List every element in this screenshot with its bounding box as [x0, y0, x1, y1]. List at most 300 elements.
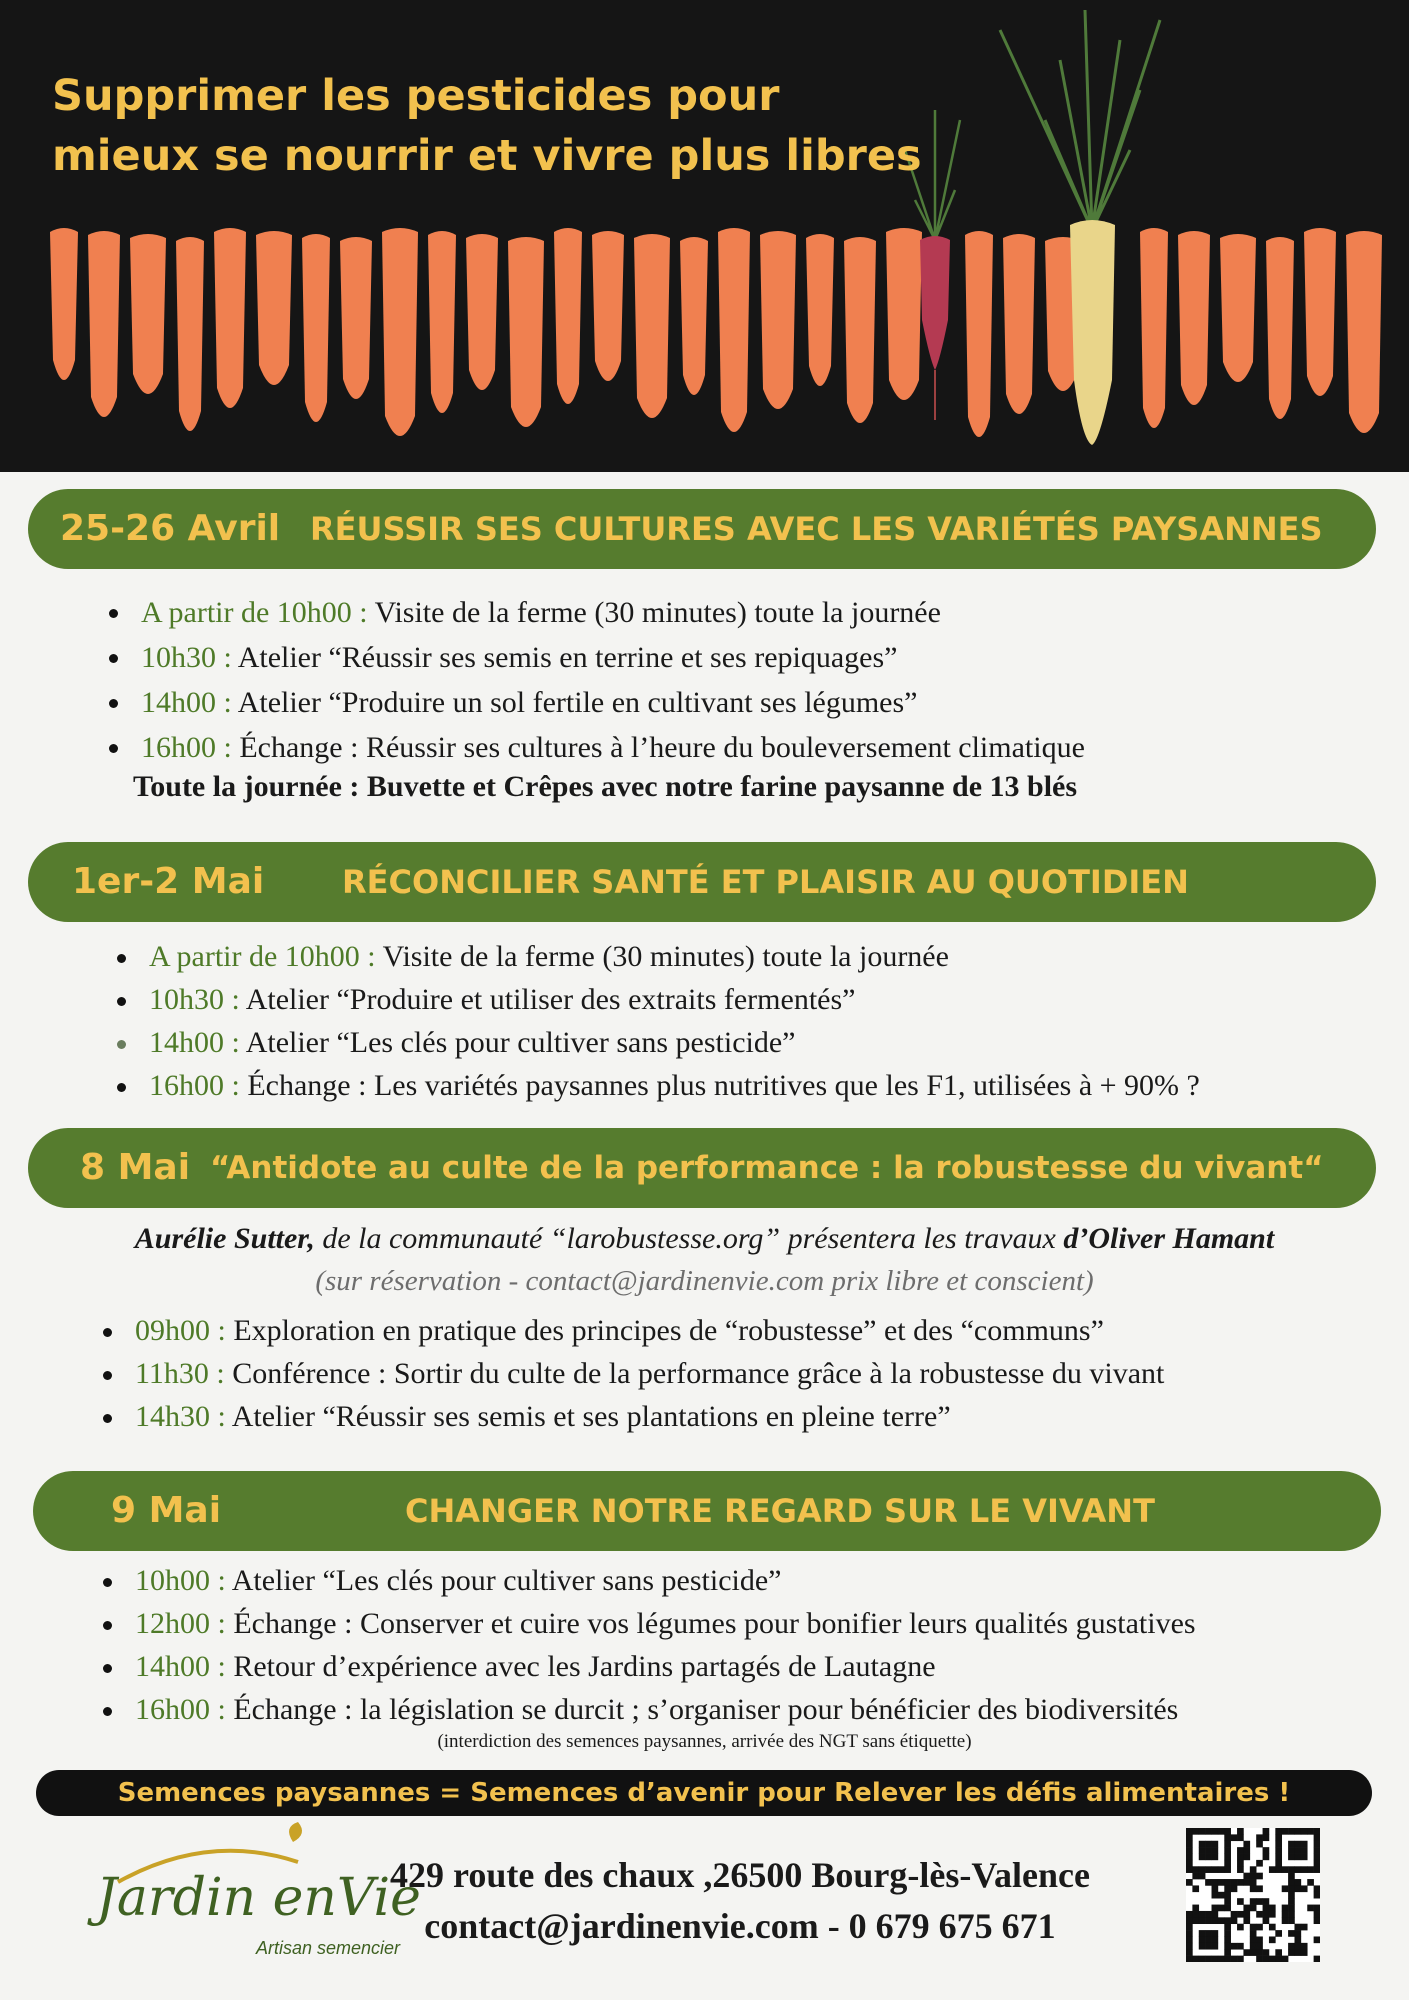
qr-cell: [1256, 1943, 1263, 1950]
qr-cell: [1205, 1911, 1212, 1918]
qr-cell: [1224, 1930, 1231, 1937]
qr-cell: [1288, 1943, 1295, 1950]
schedule-item: [135, 1352, 1164, 1395]
qr-cell: [1237, 1828, 1244, 1835]
qr-cell: [1269, 1924, 1276, 1931]
qr-cell: [1231, 1956, 1238, 1962]
qr-cell: [1218, 1905, 1225, 1912]
qr-cell: [1218, 1917, 1225, 1924]
qr-cell: [1212, 1828, 1219, 1835]
event-2-schedule: [149, 935, 1200, 1107]
carrot-icon: [592, 231, 624, 381]
qr-cell: [1269, 1905, 1276, 1912]
qr-cell: [1256, 1936, 1263, 1943]
carrot-icon: [1304, 228, 1336, 396]
qr-cell: [1301, 1866, 1308, 1873]
qr-cell: [1205, 1879, 1212, 1886]
qr-cell: [1301, 1828, 1308, 1835]
hero-title-line-1: Supprimer les pesticides pour: [52, 71, 780, 121]
qr-cell: [1199, 1930, 1206, 1937]
qr-cell: [1301, 1943, 1308, 1950]
qr-cell: [1263, 1854, 1270, 1861]
qr-cell: [1231, 1911, 1238, 1918]
carrot-icon: [50, 228, 78, 380]
qr-cell: [1288, 1905, 1295, 1912]
qr-cell: [1275, 1834, 1282, 1841]
carrot-icon: [340, 237, 372, 399]
speaker-line: [0, 1222, 1409, 1256]
qr-cell: [1218, 1866, 1225, 1873]
schedule-text: Atelier “Réussir ses semis et ses plantations en pleine terre”: [225, 1400, 951, 1433]
slogan-bar: Semences paysannes = Semences d’avenir pour Relever les défis alimentaires !: [36, 1770, 1372, 1816]
speaker-text: de la communauté “larobustesse.org” présentera les travaux: [314, 1222, 1064, 1255]
schedule-time: 14h30 :: [135, 1400, 226, 1433]
hero-title: [52, 66, 922, 186]
event-date: 25-26 Avril: [60, 508, 281, 549]
qr-cell: [1224, 1949, 1231, 1956]
qr-cell: [1314, 1936, 1320, 1943]
qr-cell: [1301, 1841, 1308, 1848]
qr-cell: [1307, 1879, 1314, 1886]
qr-cell: [1288, 1892, 1295, 1899]
qr-cell: [1307, 1905, 1314, 1912]
schedule-text: Retour d’expérience avec les Jardins partagés de Lautagne: [225, 1650, 936, 1683]
qr-code-icon: [1186, 1828, 1320, 1962]
qr-cell: [1294, 1924, 1301, 1931]
qr-cell: [1269, 1911, 1276, 1918]
qr-cell: [1282, 1917, 1289, 1924]
qr-cell: [1224, 1943, 1231, 1950]
qr-cell: [1275, 1949, 1282, 1956]
event-title: CHANGER NOTRE REGARD SUR LE VIVANT: [405, 1492, 1155, 1530]
qr-cell: [1192, 1917, 1199, 1924]
qr-cell: [1282, 1905, 1289, 1912]
qr-cell: [1218, 1879, 1225, 1886]
qr-cell: [1250, 1936, 1257, 1943]
qr-cell: [1192, 1885, 1199, 1892]
qr-cell: [1250, 1873, 1257, 1880]
qr-cell: [1224, 1905, 1231, 1912]
qr-cell: [1263, 1847, 1270, 1854]
carrot-icon: [466, 234, 498, 390]
schedule-time: 14h00 :: [149, 1026, 240, 1059]
qr-cell: [1212, 1911, 1219, 1918]
qr-cell: [1243, 1873, 1250, 1880]
event-date: 9 Mai: [111, 1490, 222, 1531]
qr-cell: [1294, 1847, 1301, 1854]
qr-cell: [1205, 1828, 1212, 1835]
qr-cell: [1205, 1936, 1212, 1943]
qr-cell: [1224, 1847, 1231, 1854]
qr-cell: [1282, 1956, 1289, 1962]
qr-cell: [1186, 1917, 1193, 1924]
qr-cell: [1301, 1949, 1308, 1956]
qr-cell: [1237, 1847, 1244, 1854]
qr-cell: [1282, 1911, 1289, 1918]
event-banner-4: [33, 1471, 1381, 1551]
qr-cell: [1256, 1924, 1263, 1931]
carrot-icon: [1266, 237, 1294, 419]
schedule-item: [149, 935, 1200, 978]
qr-cell: [1294, 1841, 1301, 1848]
qr-cell: [1186, 1860, 1193, 1867]
qr-cell: [1243, 1847, 1250, 1854]
carrot-icon: [554, 228, 582, 404]
qr-cell: [1314, 1892, 1320, 1899]
qr-cell: [1186, 1828, 1193, 1835]
carrot-icon: [1140, 228, 1168, 428]
qr-cell: [1237, 1854, 1244, 1861]
qr-cell: [1294, 1949, 1301, 1956]
qr-cell: [1314, 1885, 1320, 1892]
qr-cell: [1288, 1828, 1295, 1835]
qr-cell: [1199, 1847, 1206, 1854]
qr-cell: [1250, 1885, 1257, 1892]
qr-cell: [1263, 1828, 1270, 1835]
qr-cell: [1212, 1854, 1219, 1861]
qr-cell: [1224, 1834, 1231, 1841]
qr-cell: [1288, 1866, 1295, 1873]
qr-cell: [1212, 1879, 1219, 1886]
speaker-author: d’Oliver Hamant: [1063, 1222, 1275, 1255]
qr-cell: [1186, 1834, 1193, 1841]
carrot-icon: [256, 231, 292, 385]
qr-cell: [1288, 1917, 1295, 1924]
schedule-text: Atelier “Produire et utiliser des extraits fermentés”: [239, 983, 856, 1016]
qr-cell: [1269, 1956, 1276, 1962]
qr-cell: [1192, 1905, 1199, 1912]
schedule-time: 11h30 :: [135, 1357, 225, 1390]
qr-cell: [1224, 1841, 1231, 1848]
qr-cell: [1263, 1834, 1270, 1841]
qr-cell: [1250, 1949, 1257, 1956]
qr-cell: [1212, 1866, 1219, 1873]
qr-cell: [1256, 1898, 1263, 1905]
event-banner-1: [28, 489, 1376, 569]
qr-cell: [1218, 1956, 1225, 1962]
qr-cell: [1237, 1956, 1244, 1962]
event-3-schedule: [135, 1309, 1164, 1438]
schedule-text: Atelier “Les clés pour cultiver sans pesticide”: [239, 1026, 796, 1059]
qr-cell: [1212, 1917, 1219, 1924]
carrot-icon: [1346, 231, 1382, 433]
schedule-time: 10h30 :: [141, 641, 232, 674]
qr-cell: [1212, 1892, 1219, 1899]
qr-cell: [1205, 1943, 1212, 1950]
qr-cell: [1256, 1841, 1263, 1848]
qr-cell: [1212, 1943, 1219, 1950]
qr-cell: [1294, 1854, 1301, 1861]
qr-cell: [1186, 1911, 1193, 1918]
carrot-icon: [886, 228, 922, 400]
qr-cell: [1307, 1866, 1314, 1873]
hero-title-line-2: mieux se nourrir et vivre plus libres: [52, 131, 922, 181]
qr-cell: [1288, 1841, 1295, 1848]
qr-cell: [1314, 1905, 1320, 1912]
schedule-item: [135, 1645, 1196, 1688]
qr-cell: [1231, 1885, 1238, 1892]
schedule-text: Échange : Réussir ses cultures à l’heure du bouleversement climatique: [231, 731, 1085, 764]
carrot-icon: [214, 228, 246, 408]
carrot-icon: [806, 234, 834, 386]
schedule-item: [149, 1064, 1200, 1107]
qr-cell: [1314, 1860, 1320, 1867]
carrot-icon: [302, 234, 330, 422]
qr-cell: [1218, 1828, 1225, 1835]
schedule-text: Échange : Les variétés paysannes plus nutritives que les F1, utilisées à + 90% ?: [239, 1069, 1200, 1102]
qr-cell: [1199, 1828, 1206, 1835]
qr-cell: [1314, 1841, 1320, 1848]
carrot-icon: [1178, 231, 1210, 405]
qr-cell: [1314, 1956, 1320, 1962]
qr-cell: [1199, 1943, 1206, 1950]
carrot-icon: [508, 237, 544, 427]
qr-cell: [1205, 1866, 1212, 1873]
qr-cell: [1294, 1943, 1301, 1950]
qr-cell: [1314, 1866, 1320, 1873]
schedule-text: Échange : la législation se durcit ; s’organiser pour bénéficier des biodiversités: [225, 1693, 1179, 1726]
logo-text: Jardin enVie: [96, 1868, 421, 1928]
all-day-note: Toute la journée : Buvette et Crêpes avec notre farine paysanne de 13 blés: [133, 770, 1078, 803]
qr-cell: [1275, 1854, 1282, 1861]
schedule-item: [141, 635, 1085, 680]
qr-cell: [1224, 1956, 1231, 1962]
schedule-item: [149, 1021, 1200, 1064]
logo-subtitle: Artisan semencier: [256, 1938, 401, 1958]
schedule-item: [135, 1602, 1196, 1645]
qr-cell: [1250, 1898, 1257, 1905]
qr-cell: [1294, 1828, 1301, 1835]
qr-cell: [1250, 1905, 1257, 1912]
schedule-text: Atelier “Les clés pour cultiver sans pesticide”: [225, 1564, 782, 1597]
qr-cell: [1199, 1873, 1206, 1880]
qr-cell: [1186, 1841, 1193, 1848]
qr-cell: [1205, 1917, 1212, 1924]
schedule-time: 09h00 :: [135, 1314, 226, 1347]
qr-cell: [1250, 1879, 1257, 1886]
qr-cell: [1288, 1879, 1295, 1886]
qr-cell: [1294, 1930, 1301, 1937]
qr-cell: [1243, 1854, 1250, 1861]
carrot-icon: [634, 234, 670, 418]
qr-cell: [1192, 1956, 1199, 1962]
qr-cell: [1243, 1949, 1250, 1956]
event-date: 1er-2 Mai: [72, 861, 265, 902]
carrot-icon: [760, 231, 796, 409]
qr-cell: [1212, 1847, 1219, 1854]
schedule-time: A partir de 10h00 :: [141, 596, 368, 629]
qr-cell: [1186, 1930, 1193, 1937]
qr-cell: [1275, 1847, 1282, 1854]
carrot-icon: [680, 237, 708, 395]
schedule-text: Atelier “Réussir ses semis en terrine et ses repiquages”: [231, 641, 898, 674]
qr-cell: [1301, 1854, 1308, 1861]
event-banner-2: [28, 842, 1376, 922]
carrot-icon: [382, 228, 418, 436]
qr-cell: [1186, 1943, 1193, 1950]
qr-cell: [1199, 1911, 1206, 1918]
qr-cell: [1237, 1866, 1244, 1873]
qr-cell: [1224, 1860, 1231, 1867]
contact-line: contact@jardinenvie.com - 0 679 675 671: [424, 1906, 1056, 1946]
qr-cell: [1212, 1905, 1219, 1912]
qr-cell: [1199, 1917, 1206, 1924]
qr-cell: [1301, 1885, 1308, 1892]
qr-cell: [1275, 1956, 1282, 1962]
schedule-text: Visite de la ferme (30 minutes) toute la journée: [367, 596, 941, 629]
qr-cell: [1288, 1930, 1295, 1937]
qr-cell: [1275, 1860, 1282, 1867]
qr-cell: [1212, 1841, 1219, 1848]
reservation-note: (sur réservation - contact@jardinenvie.com prix libre et conscient): [315, 1265, 1094, 1297]
qr-cell: [1237, 1924, 1244, 1931]
qr-cell: [1256, 1885, 1263, 1892]
schedule-time: 10h00 :: [135, 1564, 226, 1597]
qr-cell: [1237, 1879, 1244, 1886]
carrot-icon: [1220, 234, 1256, 382]
qr-cell: [1237, 1834, 1244, 1841]
qr-cell: [1212, 1956, 1219, 1962]
qr-cell: [1288, 1847, 1295, 1854]
qr-cell: [1256, 1949, 1263, 1956]
qr-cell: [1192, 1911, 1199, 1918]
qr-cell: [1288, 1854, 1295, 1861]
schedule-time: 12h00 :: [135, 1607, 226, 1640]
qr-cell: [1250, 1943, 1257, 1950]
carrot-icon: [844, 237, 876, 423]
qr-cell: [1250, 1930, 1257, 1937]
qr-cell: [1224, 1828, 1231, 1835]
schedule-text: Atelier “Produire un sol fertile en cultivant ses légumes”: [231, 686, 918, 719]
qr-cell: [1192, 1866, 1199, 1873]
schedule-time: A partir de 10h00 :: [149, 940, 376, 973]
qr-cell: [1314, 1911, 1320, 1918]
qr-cell: [1224, 1892, 1231, 1899]
qr-cell: [1275, 1866, 1282, 1873]
qr-cell: [1288, 1911, 1295, 1918]
qr-cell: [1243, 1905, 1250, 1912]
qr-cell: [1224, 1924, 1231, 1931]
qr-cell: [1186, 1956, 1193, 1962]
schedule-item: [135, 1309, 1164, 1352]
qr-cell: [1212, 1885, 1219, 1892]
qr-cell: [1224, 1936, 1231, 1943]
qr-cell: [1224, 1917, 1231, 1924]
qr-cell: [1256, 1956, 1263, 1962]
qr-cell: [1199, 1854, 1206, 1861]
qr-cell: [1224, 1898, 1231, 1905]
qr-cell: [1205, 1930, 1212, 1937]
address: 429 route des chaux ,26500 Bourg-lès-Valence: [390, 1855, 1090, 1895]
qr-cell: [1237, 1898, 1244, 1905]
qr-cell: [1275, 1930, 1282, 1937]
carrot-icon: [718, 228, 750, 432]
legislation-note: (interdiction des semences paysannes, arrivée des NGT sans étiquette): [437, 1731, 972, 1752]
qr-cell: [1243, 1879, 1250, 1886]
hero-banner: [0, 0, 1409, 472]
qr-cell: [1307, 1828, 1314, 1835]
schedule-time: 10h30 :: [149, 983, 240, 1016]
qr-cell: [1218, 1892, 1225, 1899]
qr-cell: [1243, 1917, 1250, 1924]
qr-cell: [1282, 1885, 1289, 1892]
carrot-icon: [176, 237, 204, 431]
qr-cell: [1186, 1879, 1193, 1886]
qr-cell: [1263, 1917, 1270, 1924]
qr-cell: [1269, 1936, 1276, 1943]
qr-cell: [1186, 1854, 1193, 1861]
qr-cell: [1288, 1873, 1295, 1880]
qr-cell: [1192, 1828, 1199, 1835]
event-1-schedule: [141, 590, 1085, 770]
speaker-name: Aurélie Sutter,: [134, 1222, 315, 1255]
qr-cell: [1205, 1847, 1212, 1854]
qr-cell: [1263, 1911, 1270, 1918]
qr-cell: [1243, 1841, 1250, 1848]
qr-cell: [1205, 1854, 1212, 1861]
event-title: “Antidote au culte de la performance : la robustesse du vivant“: [210, 1150, 1324, 1186]
qr-cell: [1224, 1866, 1231, 1873]
carrot-icon: [1003, 234, 1035, 414]
qr-cell: [1224, 1879, 1231, 1886]
qr-cell: [1301, 1847, 1308, 1854]
schedule-time: 16h00 :: [149, 1069, 240, 1102]
event-4-schedule: [135, 1559, 1196, 1731]
event-title: RÉUSSIR SES CULTURES AVEC LES VARIÉTÉS PAYSANNES: [310, 510, 1323, 548]
qr-cell: [1314, 1834, 1320, 1841]
schedule-item: [135, 1395, 1164, 1438]
qr-cell: [1205, 1841, 1212, 1848]
schedule-text: Échange : Conserver et cuire vos légumes pour bonifier leurs qualités gustatives: [225, 1607, 1196, 1640]
event-date: 8 Mai: [80, 1147, 191, 1188]
qr-cell: [1314, 1847, 1320, 1854]
qr-cell: [1250, 1924, 1257, 1931]
qr-cell: [1294, 1885, 1301, 1892]
carrot-icon: [965, 231, 993, 437]
qr-cell: [1231, 1943, 1238, 1950]
qr-cell: [1231, 1879, 1238, 1886]
qr-cell: [1256, 1834, 1263, 1841]
schedule-item: [149, 978, 1200, 1021]
qr-cell: [1212, 1930, 1219, 1937]
qr-cell: [1224, 1885, 1231, 1892]
event-title: RÉCONCILIER SANTÉ ET PLAISIR AU QUOTIDIEN: [342, 863, 1189, 901]
carrot-icon: [88, 231, 120, 417]
qr-cell: [1263, 1905, 1270, 1912]
qr-cell: [1250, 1866, 1257, 1873]
schedule-item: [141, 725, 1085, 770]
qr-cell: [1231, 1834, 1238, 1841]
qr-cell: [1237, 1943, 1244, 1950]
qr-cell: [1288, 1885, 1295, 1892]
carrot-icon: [428, 231, 456, 413]
qr-cell: [1294, 1936, 1301, 1943]
qr-cell: [1282, 1866, 1289, 1873]
schedule-item: [141, 680, 1085, 725]
qr-cell: [1275, 1828, 1282, 1835]
qr-cell: [1256, 1911, 1263, 1918]
carrot-icon: [130, 234, 166, 394]
qr-cell: [1192, 1873, 1199, 1880]
qr-cell: [1199, 1956, 1206, 1962]
qr-cell: [1237, 1911, 1244, 1918]
qr-cell: [1199, 1866, 1206, 1873]
event-banner-3: [28, 1128, 1376, 1208]
schedule-item: [135, 1688, 1196, 1731]
qr-cell: [1263, 1949, 1270, 1956]
qr-cell: [1294, 1866, 1301, 1873]
qr-cell: [1231, 1917, 1238, 1924]
